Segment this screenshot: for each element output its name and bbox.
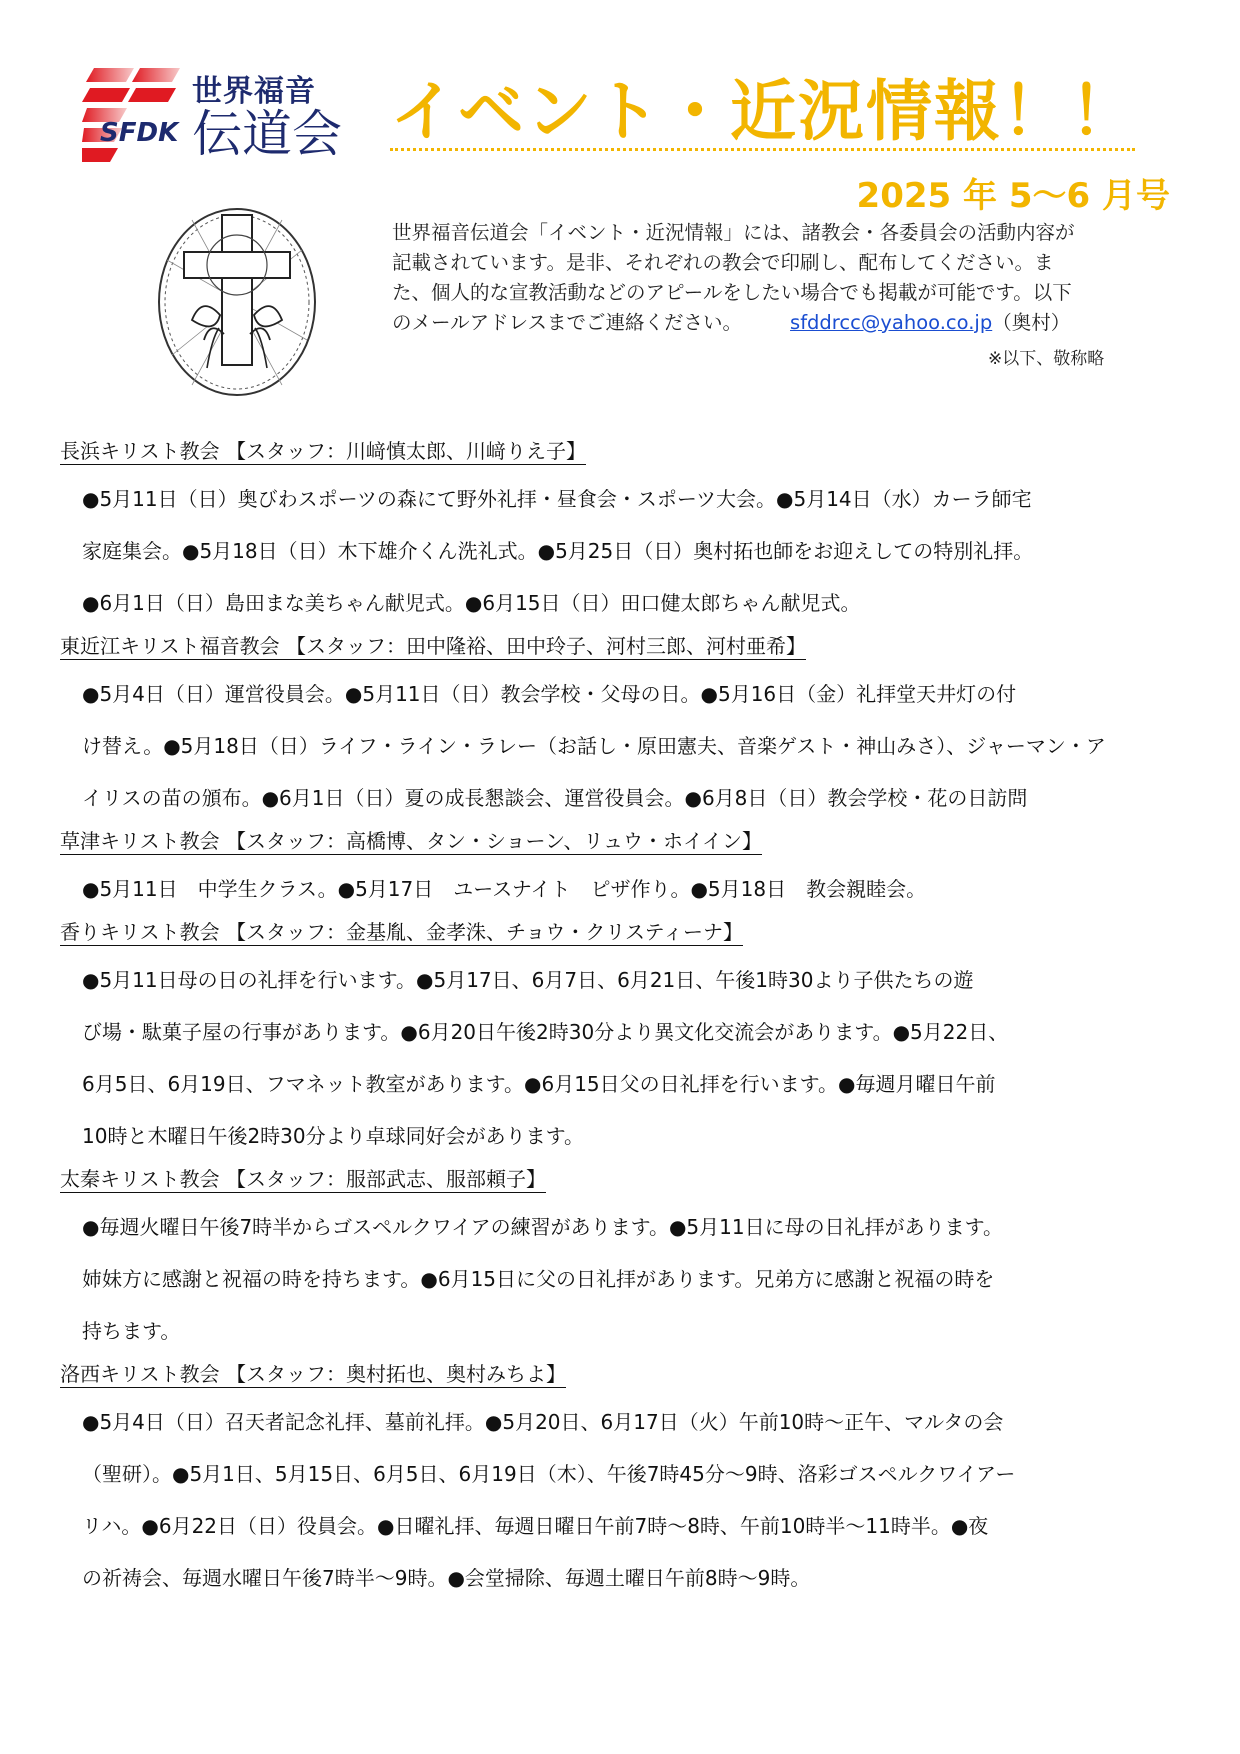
logo-bars-icon: [82, 68, 194, 166]
intro-text: [392, 218, 1148, 338]
church-section-kusatsu: [60, 826, 1200, 915]
cross-egg-emblem-icon: [132, 190, 342, 400]
church-heading: 太秦キリスト教会 【スタッフ：服部武志、服部頼子】: [60, 1167, 546, 1191]
event-line: イリスの苗の頒布。●6月1日（日）夏の成長懇談会、運営役員会。●6月8日（日）教会学校・花の日訪問: [82, 786, 1028, 810]
title-underline: [390, 148, 1135, 151]
church-section-nagahama: [60, 436, 1200, 629]
church-heading: 草津キリスト教会 【スタッフ：高橋博、タン・ショーン、リュウ・ホイイン】: [60, 829, 762, 853]
church-section-uzumasa: [60, 1164, 1200, 1357]
event-line: ●5月11日 中学生クラス。●5月17日 ユースナイト ピザ作り。●5月18日 教会親睦会。: [82, 877, 927, 901]
intro-line: た、個人的な宣教活動などのアピールをしたい場合でも掲載が可能です。以下: [392, 281, 1072, 304]
email-link[interactable]: sfddrcc@yahoo.co.jp: [790, 311, 993, 334]
church-section-higashiomi: [60, 631, 1200, 824]
intro-line: 記載されています。是非、それぞれの教会で印刷し、配布してください。ま: [392, 251, 1054, 274]
event-line: ●5月4日（日）召天者記念礼拝、墓前礼拝。●5月20日、6月17日（火）午前10時～正午、マルタの会: [82, 1410, 1004, 1434]
church-section-rakusai: [60, 1359, 1200, 1604]
logo-text-line2: 伝道会: [192, 105, 342, 163]
event-line: （聖研）。●5月1日、5月15日、6月5日、6月19日（木）、午後7時45分～9時、洛彩ゴスペルクワイアー: [82, 1462, 1016, 1486]
event-line: 6月5日、6月19日、フマネット教室があります。●6月15日父の日礼拝を行います。●毎週月曜日午前: [82, 1072, 996, 1096]
church-heading: 長浜キリスト教会 【スタッフ：川﨑慎太郎、川﨑りえ子】: [60, 439, 586, 463]
church-heading: 洛西キリスト教会 【スタッフ：奥村拓也、奥村みちよ】: [60, 1362, 566, 1386]
org-logo: [82, 66, 342, 166]
event-line: び場・駄菓子屋の行事があります。●6月20日午後2時30分より異文化交流会があります。●5月22日、: [82, 1020, 1009, 1044]
event-line: 家庭集会。●5月18日（日）木下雄介くん洗礼式。●5月25日（日）奥村拓也師をお迎えしての特別礼拝。: [82, 539, 1034, 563]
intro-line: 世界福音伝道会「イベント・近況情報」には、諸教会・各委員会の活動内容が: [392, 221, 1075, 244]
event-line: 10時と木曜日午後2時30分より卓球同好会があります。: [82, 1124, 585, 1148]
contact-name: （奥村）: [992, 311, 1071, 334]
honorific-note: ※以下、敬称略: [988, 349, 1105, 369]
event-line: ●6月1日（日）島田まな美ちゃん献児式。●6月15日（日）田口健太郎ちゃん献児式。: [82, 591, 861, 615]
event-line: ●5月4日（日）運営役員会。●5月11日（日）教会学校・父母の日。●5月16日（金）礼拝堂天井灯の付: [82, 682, 1017, 706]
intro-line-with-email: [392, 308, 1148, 338]
page-title: イベント・近況情報！！: [390, 73, 1138, 150]
issue-label: 2025 年 5～6 月号: [856, 176, 1170, 216]
church-heading: 東近江キリスト福音教会 【スタッフ：田中隆裕、田中玲子、河村三郎、河村亜希】: [60, 634, 806, 658]
intro-line: のメールアドレスまでご連絡ください。: [392, 311, 743, 334]
church-heading: 香りキリスト教会 【スタッフ：金基胤、金孝洙、チョウ・クリスティーナ】: [60, 920, 743, 944]
logo-text-line1: 世界福音: [192, 74, 316, 109]
church-section-kaori: [60, 917, 1200, 1162]
event-line: け替え。●5月18日（日）ライフ・ライン・ラレー（お話し・原田憲夫、音楽ゲスト・神山みさ）、ジャーマン・ア: [82, 734, 1106, 758]
event-line: 持ちます。: [82, 1319, 181, 1343]
event-line: の祈祷会、毎週水曜日午後7時半～9時。●会堂掃除、毎週土曜日午前8時～9時。: [82, 1566, 811, 1590]
event-line: リハ。●6月22日（日）役員会。●日曜礼拝、毎週日曜日午前7時～8時、午前10時半～11時半。●夜: [82, 1514, 989, 1538]
event-line: ●毎週火曜日午後7時半からゴスペルクワイアの練習があります。●5月11日に母の日礼拝があります。: [82, 1215, 1004, 1239]
logo-abbrev: SFDK: [100, 118, 179, 148]
church-list: [60, 436, 1200, 1606]
event-line: ●5月11日（日）奥びわスポーツの森にて野外礼拝・昼食会・スポーツ大会。●5月14日（水）カーラ師宅: [82, 487, 1032, 511]
event-line: 姉妹方に感謝と祝福の時を持ちます。●6月15日に父の日礼拝があります。兄弟方に感謝と祝福の時を: [82, 1267, 995, 1291]
event-line: ●5月11日母の日の礼拝を行います。●5月17日、6月7日、6月21日、午後1時30より子供たちの遊: [82, 968, 974, 992]
